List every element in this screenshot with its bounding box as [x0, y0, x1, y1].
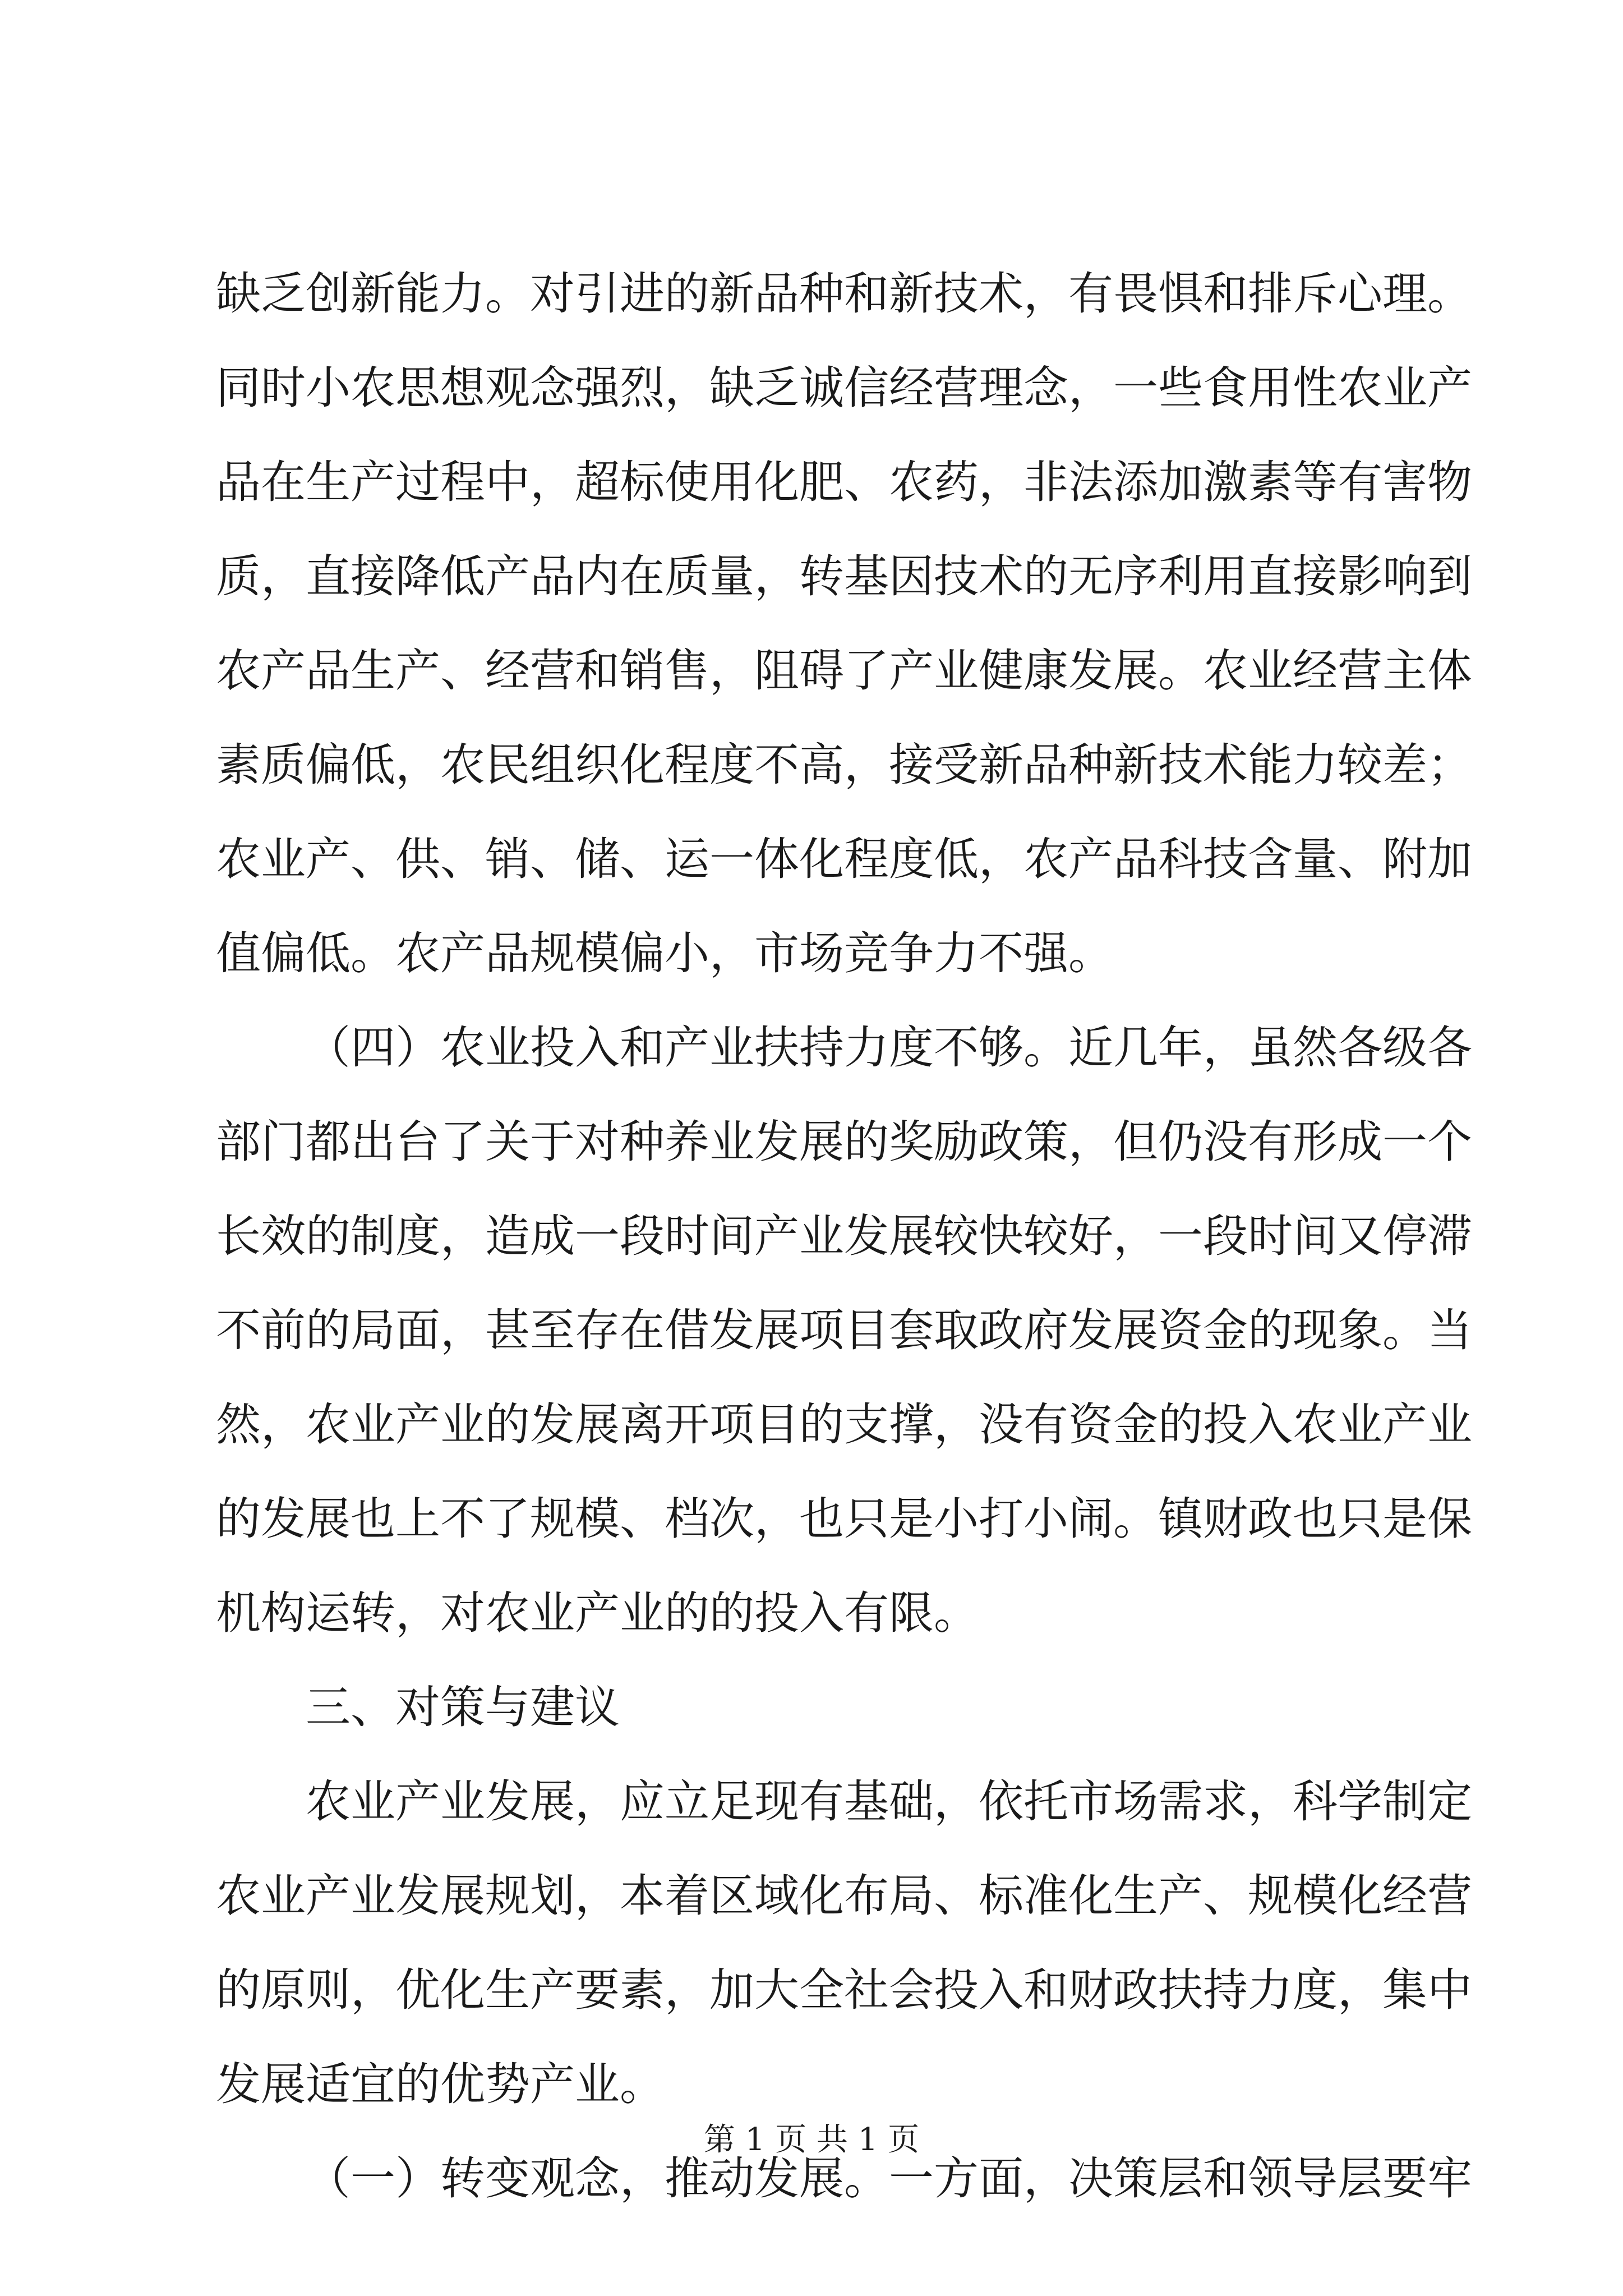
text-line: 农产品生产、经营和销售，阻碍了产业健康发展。农业经营主体: [216, 645, 1472, 697]
text-line: 农业产业发展规划，本着区域化布局、标准化生产、规模化经营: [216, 1870, 1472, 1922]
text-line: 机构运转，对农业产业的的投入有限。: [216, 1587, 979, 1639]
document-body: [216, 247, 1472, 2226]
paragraph-start-line: （四）农业投入和产业扶持力度不够。近几年，虽然各级各: [306, 1022, 1472, 1074]
text-line: 的原则，优化生产要素，加大全社会投入和财政扶持力度，集中: [216, 1964, 1472, 2016]
paragraph-start-line: 农业产业发展，应立足现有基础，依托市场需求，科学制定: [306, 1775, 1472, 1828]
text-line: 缺乏创新能力。对引进的新品种和新技术，有畏惧和排斥心理。: [216, 268, 1472, 320]
text-line: 部门都出台了关于对种养业发展的奖励政策，但仍没有形成一个: [216, 1116, 1472, 1168]
text-line: 然，农业产业的发展离开项目的支撑，没有资金的投入农业产业: [216, 1398, 1472, 1451]
text-line: 素质偏低，农民组织化程度不高，接受新品种新技术能力较差；: [216, 739, 1472, 791]
text-line: 质，直接降低产品内在质量，转基因技术的无序利用直接影响到: [216, 550, 1472, 602]
text-line: 值偏低。农产品规模偏小，市场竞争力不强。: [216, 927, 1113, 979]
text-line: 同时小农思想观念强烈，缺乏诚信经营理念，一些食用性农业产: [216, 362, 1472, 414]
text-line: 长效的制度，造成一段时间产业发展较快较好，一段时间又停滞: [216, 1210, 1472, 1262]
section-heading: 三、对策与建议: [306, 1681, 620, 1733]
paragraph-start-line: （一）转变观念，推动发展。一方面，决策层和领导层要牢: [306, 2152, 1472, 2205]
text-line: 发展适宜的优势产业。: [216, 2058, 665, 2110]
page-footer: 第 1 页 共 1 页: [703, 2122, 920, 2158]
text-line: 的发展也上不了规模、档次，也只是小打小闹。镇财政也只是保: [216, 1493, 1472, 1545]
text-line: 品在生产过程中，超标使用化肥、农药，非法添加激素等有害物: [216, 456, 1472, 508]
text-line: 农业产、供、销、储、运一体化程度低，农产品科技含量、附加: [216, 833, 1472, 885]
text-line: 不前的局面，甚至存在借发展项目套取政府发展资金的现象。当: [216, 1304, 1472, 1356]
